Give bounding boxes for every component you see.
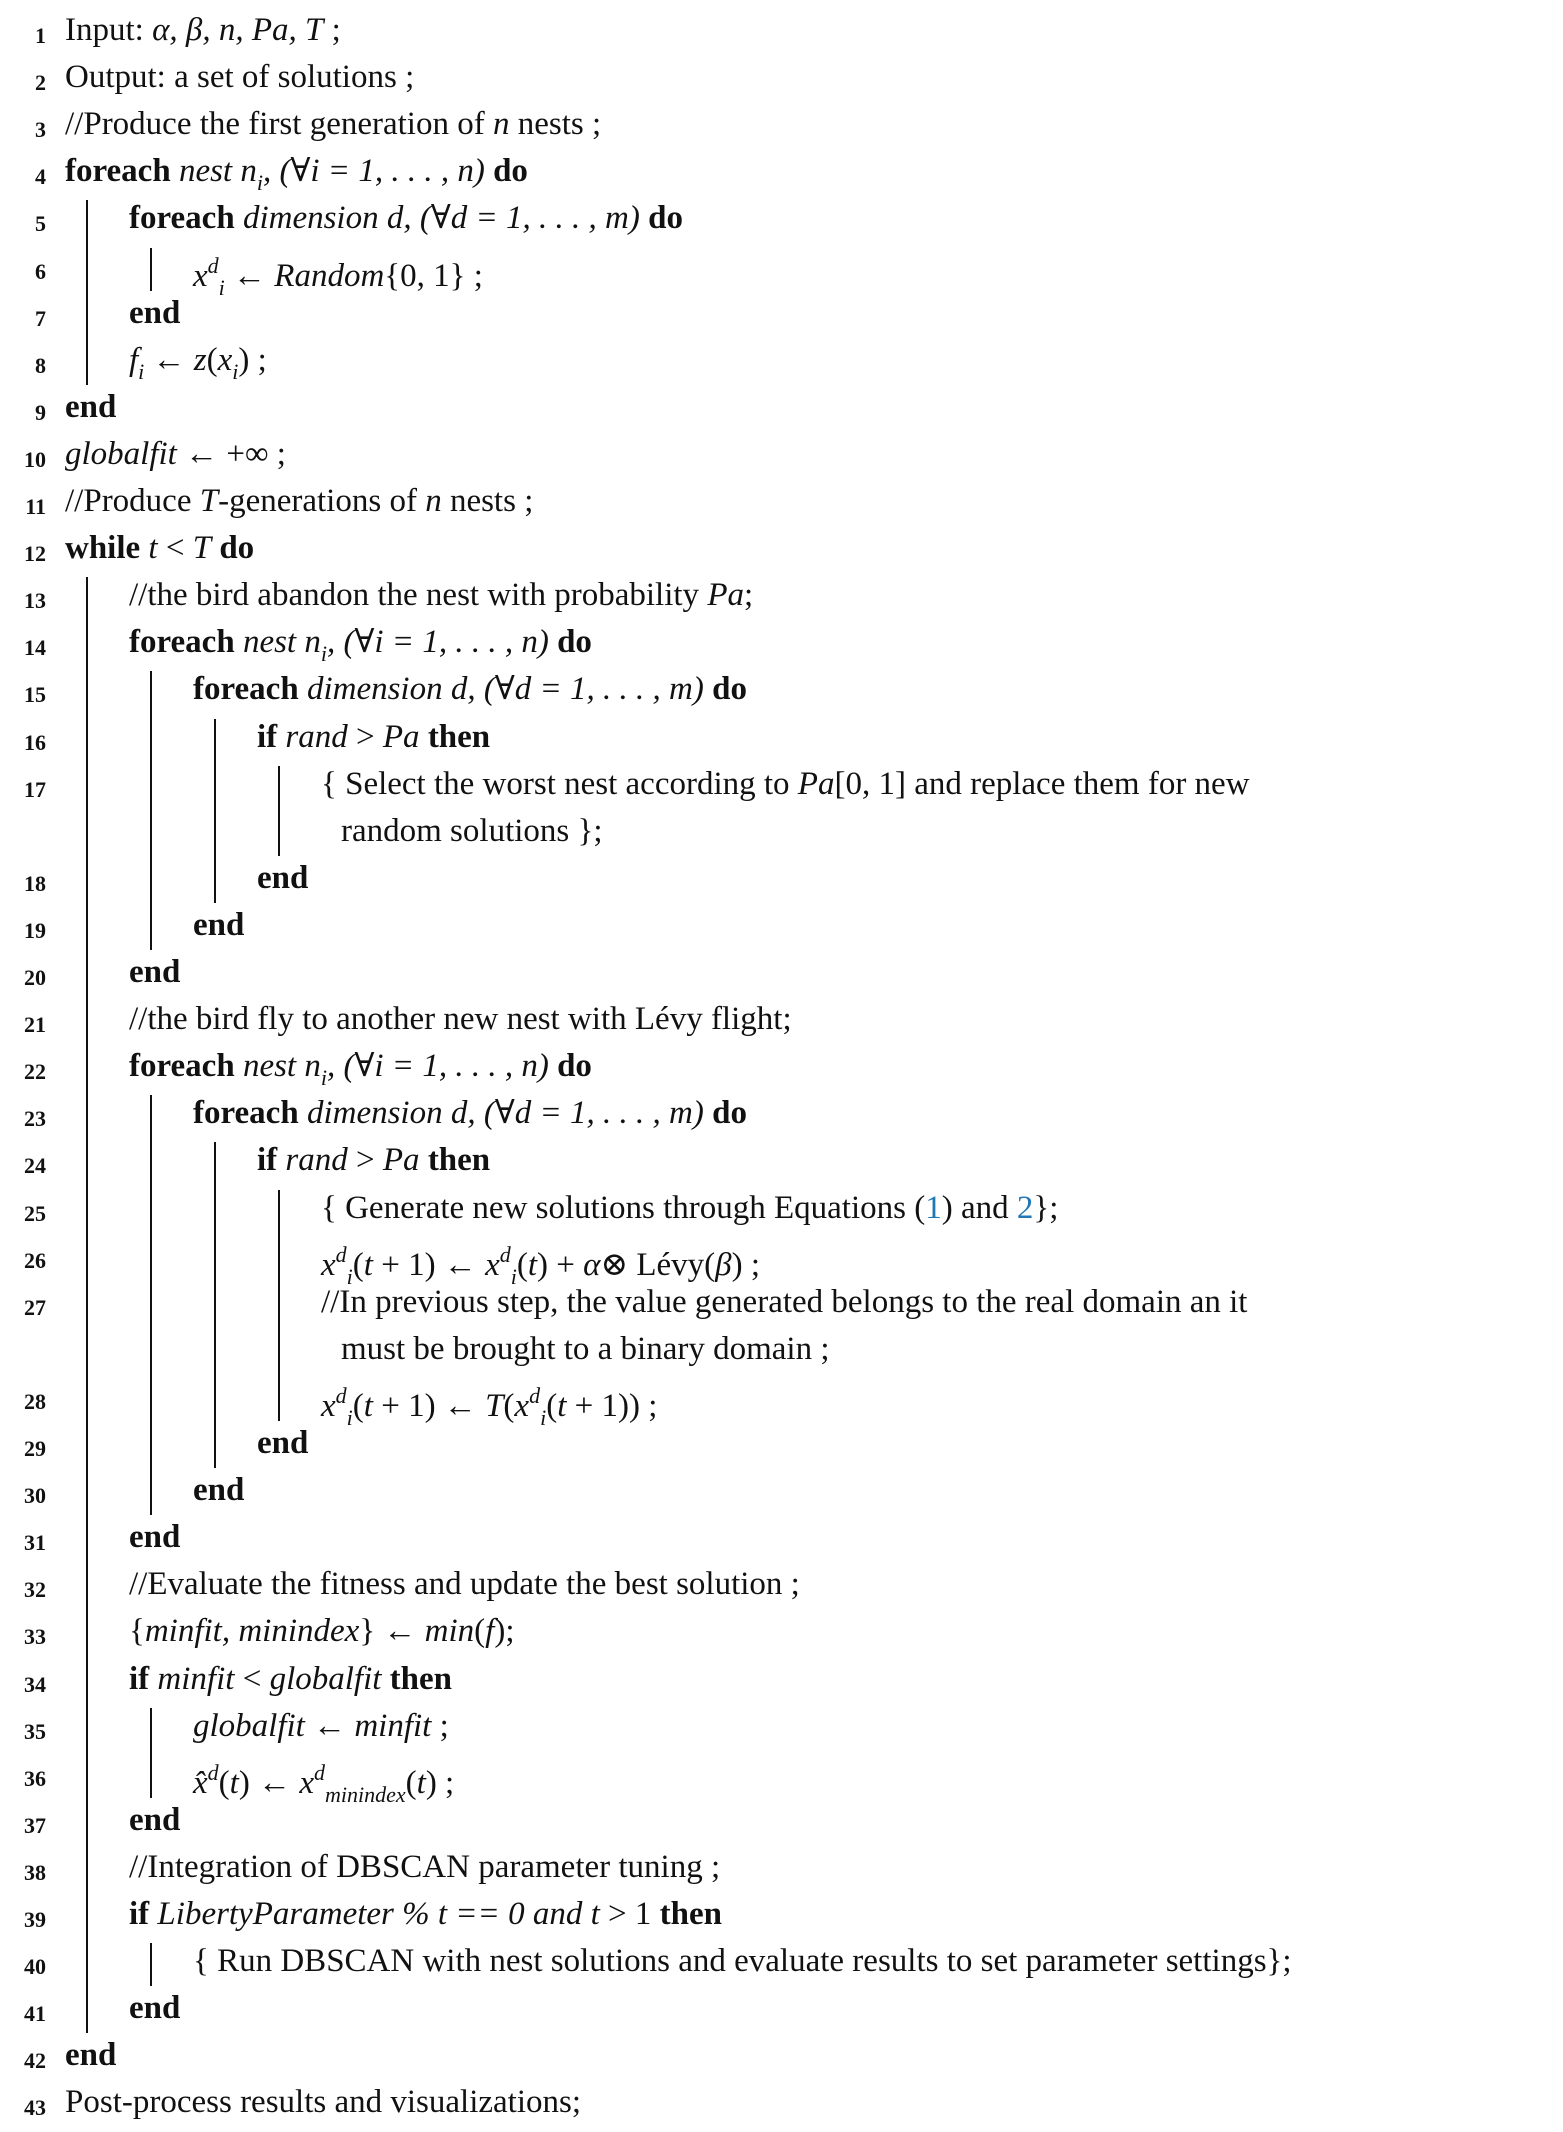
text-segment: //Produce the first generation of xyxy=(65,106,493,143)
text-segment: i xyxy=(138,358,145,384)
algorithm-line xyxy=(0,1138,1563,1185)
algorithm-line xyxy=(0,244,1563,300)
text-segment: Pa xyxy=(797,765,835,802)
algorithm-line xyxy=(0,291,1563,338)
text-segment: minfit, minindex xyxy=(144,1613,360,1650)
text-segment: t xyxy=(148,530,158,567)
algorithm-line xyxy=(0,1515,1563,1562)
line-text xyxy=(193,669,747,709)
line-number: 18 xyxy=(24,870,46,896)
text-segment: > xyxy=(347,1142,383,1179)
keyword: end xyxy=(65,388,117,425)
text-segment: d xyxy=(335,1241,347,1267)
text-segment: } ← xyxy=(359,1613,425,1650)
text-segment: d xyxy=(335,1382,347,1408)
algorithm-line xyxy=(0,1421,1563,1468)
line-text xyxy=(129,293,180,333)
text-segment: { xyxy=(129,1613,145,1650)
line-text xyxy=(65,2035,116,2075)
line-text xyxy=(193,1706,449,1746)
text-segment: //Integration of DBSCAN parameter tuning ; xyxy=(129,1848,721,1885)
text-segment: ← xyxy=(224,257,275,294)
text-segment: , (∀i = 1, . . . , n) xyxy=(326,624,558,661)
block-indent-bar xyxy=(150,1708,152,1798)
line-text xyxy=(129,1659,452,1699)
algorithm-line xyxy=(0,1751,1563,1807)
text-segment: Random xyxy=(274,257,385,294)
text-segment: globalfit xyxy=(269,1660,382,1697)
text-segment: x̂ xyxy=(193,1764,208,1801)
algorithm-line xyxy=(0,903,1563,950)
algorithm-line-continuation xyxy=(0,1327,1563,1374)
line-number: 25 xyxy=(24,1200,46,1226)
algorithm-line xyxy=(0,856,1563,903)
algorithm-line xyxy=(0,2080,1563,2127)
block-indent-bar xyxy=(214,1142,216,1468)
line-number: 9 xyxy=(35,399,46,425)
text-segment: ; xyxy=(323,12,341,48)
text-segment: d xyxy=(529,1382,541,1408)
algorithm-line xyxy=(0,950,1563,997)
block-indent-bar xyxy=(278,766,280,856)
line-text xyxy=(193,1941,1292,1981)
text-segment: i xyxy=(232,358,239,384)
line-number: 37 xyxy=(24,1812,46,1838)
algorithm-line xyxy=(0,1986,1563,2033)
keyword: then xyxy=(659,1896,722,1932)
text-segment: nest n xyxy=(178,153,257,190)
line-text xyxy=(321,764,1250,804)
text-segment: nests ; xyxy=(441,483,534,519)
line-number: 29 xyxy=(24,1436,46,1461)
algorithm-line xyxy=(0,1798,1563,1845)
line-number: 42 xyxy=(24,2048,46,2074)
line-number: 5 xyxy=(35,211,46,237)
algorithm-line xyxy=(0,1468,1563,1515)
text-segment: //In previous step, the value generated belongs to the real domain an it xyxy=(321,1283,1248,1320)
text-segment: i xyxy=(510,1263,517,1289)
text-segment: x xyxy=(321,1246,336,1283)
keyword: end xyxy=(193,1472,245,1509)
text-segment: -generations of xyxy=(218,483,426,519)
text-segment: ⊗ Lévy( xyxy=(600,1246,716,1283)
keyword: end xyxy=(193,906,245,943)
algorithm-line xyxy=(0,1845,1563,1892)
text-segment: t xyxy=(229,1764,239,1801)
text-segment: ( xyxy=(352,1387,364,1424)
keyword: foreach xyxy=(193,671,307,708)
line-number: 19 xyxy=(24,917,46,943)
line-number: 11 xyxy=(25,494,46,519)
text-segment: Input: xyxy=(65,12,153,48)
line-number: 24 xyxy=(24,1153,46,1179)
block-indent-bar xyxy=(150,671,152,950)
text-segment: f xyxy=(485,1613,495,1650)
algorithm-line xyxy=(0,102,1563,149)
text-segment: Output: a set of solutions ; xyxy=(65,59,415,96)
algorithm-line-continuation xyxy=(0,809,1563,856)
text-segment: T xyxy=(485,1387,504,1424)
text-segment: i xyxy=(346,1404,353,1430)
text-segment: < xyxy=(234,1660,270,1697)
algorithm-line xyxy=(0,1233,1563,1289)
block-indent-bar xyxy=(278,1190,280,1422)
text-segment: > 1 xyxy=(599,1896,660,1932)
line-number: 22 xyxy=(24,1059,46,1085)
line-number: 10 xyxy=(24,446,46,472)
line-number: 21 xyxy=(24,1012,46,1038)
text-segment: ( xyxy=(206,341,218,378)
text-segment: i xyxy=(346,1263,353,1289)
text-segment: nest n xyxy=(242,1048,321,1085)
line-text xyxy=(65,528,254,568)
line-text xyxy=(129,999,792,1039)
line-number: 12 xyxy=(24,541,46,567)
text-segment: nest n xyxy=(242,624,321,661)
text-segment: [0, 1] and replace them for new xyxy=(834,765,1250,802)
text-segment: ( xyxy=(352,1246,364,1283)
text-segment: t xyxy=(363,1246,373,1283)
text-segment: T xyxy=(192,530,212,567)
line-number: 6 xyxy=(35,258,46,284)
line-text xyxy=(193,1470,244,1510)
line-text xyxy=(341,1329,830,1369)
line-text xyxy=(65,10,341,50)
algorithm-line xyxy=(0,1562,1563,1609)
text-segment: { Select the worst nest according to xyxy=(321,765,798,802)
line-number: 3 xyxy=(35,117,46,143)
text-segment: random solutions }; xyxy=(341,812,603,849)
text-segment: rand xyxy=(285,1142,348,1179)
text-segment: dimension d, (∀d = 1, . . . , m) xyxy=(306,671,713,708)
text-segment: ; xyxy=(431,1707,449,1744)
line-number: 35 xyxy=(24,1718,46,1744)
algorithm-line xyxy=(0,1280,1563,1327)
line-text xyxy=(65,434,286,474)
text-segment: //the bird abandon the nest with probability xyxy=(129,577,708,614)
keyword: do xyxy=(557,1048,592,1085)
algorithm-line xyxy=(0,1091,1563,1138)
text-segment: + 1)) ; xyxy=(566,1387,658,1424)
keyword: foreach xyxy=(129,624,243,661)
algorithm-line xyxy=(0,385,1563,432)
text-segment: ) ← xyxy=(238,1764,300,1801)
line-number: 7 xyxy=(35,305,46,331)
algorithm-line xyxy=(0,1609,1563,1656)
text-segment: t xyxy=(363,1387,373,1424)
text-segment: dimension d, (∀d = 1, . . . , m) xyxy=(306,1095,713,1132)
line-text xyxy=(129,1847,720,1887)
text-segment: ← +∞ ; xyxy=(176,435,286,472)
text-segment: ← xyxy=(144,341,194,378)
text-segment: f xyxy=(129,341,139,378)
keyword: foreach xyxy=(193,1095,307,1132)
line-number: 28 xyxy=(24,1388,46,1414)
text-segment: i xyxy=(540,1404,547,1430)
line-text xyxy=(65,57,414,97)
line-text xyxy=(257,1140,490,1180)
algorithm-line xyxy=(0,762,1563,809)
algorithm-line xyxy=(0,715,1563,762)
line-number: 23 xyxy=(24,1106,46,1132)
line-text xyxy=(257,858,308,898)
block-indent-bar xyxy=(150,248,152,291)
line-text xyxy=(129,952,180,992)
line-number: 2 xyxy=(35,70,46,96)
line-text xyxy=(321,1282,1247,1322)
line-text xyxy=(65,387,116,427)
keyword: do xyxy=(648,200,683,237)
text-segment: x xyxy=(485,1246,500,1283)
block-indent-bar xyxy=(150,1943,152,1986)
text-segment: + 1) ← xyxy=(372,1387,486,1424)
text-segment: d xyxy=(207,1759,219,1785)
keyword: then xyxy=(381,1660,452,1697)
line-number: 4 xyxy=(35,164,46,190)
text-segment: ; xyxy=(743,577,754,614)
text-segment: ( xyxy=(405,1764,417,1801)
text-segment: //Evaluate the fitness and update the best solution ; xyxy=(129,1566,800,1603)
text-segment: ); xyxy=(494,1613,515,1650)
keyword: end xyxy=(257,859,309,896)
keyword: end xyxy=(129,1801,181,1838)
keyword: foreach xyxy=(65,153,179,190)
text-segment: d xyxy=(499,1241,511,1267)
line-number: 32 xyxy=(24,1577,46,1603)
algorithm-line xyxy=(0,432,1563,479)
text-segment: i xyxy=(320,641,327,667)
text-segment: dimension d, (∀d = 1, . . . , m) xyxy=(242,200,649,237)
line-number: 1 xyxy=(35,23,46,48)
keyword: while xyxy=(65,530,149,567)
text-segment: Pa xyxy=(707,577,744,614)
line-text xyxy=(65,2082,581,2122)
line-number: 41 xyxy=(24,2001,46,2027)
algorithm-line xyxy=(0,526,1563,573)
keyword: then xyxy=(419,1142,491,1179)
equation-link[interactable]: 1 xyxy=(925,1189,942,1226)
algorithm-line xyxy=(0,573,1563,620)
text-segment: ← xyxy=(304,1707,355,1744)
text-segment: ( xyxy=(218,1764,230,1801)
keyword: if xyxy=(129,1660,158,1697)
line-text xyxy=(341,811,603,851)
text-segment: globalfit xyxy=(193,1707,305,1744)
line-number: 14 xyxy=(24,635,46,661)
line-text xyxy=(129,1564,800,1604)
algorithm-line xyxy=(0,2033,1563,2080)
text-segment: ( xyxy=(474,1613,486,1650)
text-segment: ( xyxy=(503,1387,515,1424)
block-indent-bar xyxy=(150,1095,152,1515)
line-text xyxy=(193,905,244,945)
line-text xyxy=(65,104,601,144)
line-text xyxy=(129,1611,515,1651)
text-segment: Pa xyxy=(382,1142,420,1179)
keyword: if xyxy=(129,1896,158,1932)
line-text xyxy=(129,1800,180,1840)
algorithm-line xyxy=(0,196,1563,243)
text-segment: x xyxy=(299,1764,314,1801)
keyword: do xyxy=(557,624,592,661)
keyword: end xyxy=(129,954,181,990)
line-number: 39 xyxy=(24,1907,46,1932)
keyword: do xyxy=(493,153,528,190)
text-segment: nests ; xyxy=(509,106,602,143)
keyword: if xyxy=(257,718,286,755)
line-text xyxy=(321,1188,1058,1228)
text-segment: i xyxy=(320,1065,327,1091)
algorithm-line xyxy=(0,997,1563,1044)
text-segment: rand xyxy=(285,718,348,755)
text-segment: α, β, n, Pa, T xyxy=(152,12,324,48)
algorithm-line xyxy=(0,55,1563,102)
text-segment: Pa xyxy=(382,718,420,755)
keyword: then xyxy=(419,718,491,755)
algorithm-line xyxy=(0,1186,1563,1233)
keyword: do xyxy=(712,671,747,708)
text-segment: , (∀i = 1, . . . , n) xyxy=(262,153,494,190)
algorithm-line xyxy=(0,1374,1563,1430)
text-segment: d xyxy=(313,1759,325,1785)
line-number: 13 xyxy=(24,588,46,614)
algorithm-line xyxy=(0,667,1563,714)
line-number: 16 xyxy=(24,729,46,755)
algorithm-line xyxy=(0,620,1563,667)
text-segment: {0, 1} ; xyxy=(384,257,483,294)
text-segment: d xyxy=(207,252,219,278)
text-segment: LibertyParameter % t == 0 and t xyxy=(157,1896,600,1932)
text-segment: i xyxy=(218,274,225,300)
line-text xyxy=(129,575,753,615)
text-segment: x xyxy=(514,1387,530,1424)
line-text xyxy=(193,1093,747,1133)
line-text xyxy=(65,481,533,521)
text-segment: minfit xyxy=(354,1707,432,1744)
line-number: 33 xyxy=(24,1624,46,1650)
keyword: end xyxy=(129,1990,181,2027)
line-number: 8 xyxy=(35,352,46,378)
block-indent-bar xyxy=(214,719,216,903)
keyword: end xyxy=(129,294,181,331)
text-segment: z xyxy=(193,341,207,378)
text-segment: , (∀i = 1, . . . , n) xyxy=(326,1048,558,1085)
line-text xyxy=(129,1517,180,1557)
text-segment: ) + xyxy=(537,1246,584,1283)
text-segment: x xyxy=(321,1387,336,1424)
text-segment: //Produce xyxy=(65,483,200,519)
text-segment: globalfit xyxy=(65,435,177,472)
line-number: 17 xyxy=(24,776,46,802)
block-indent-bar xyxy=(86,577,88,2033)
keyword: end xyxy=(257,1425,309,1461)
algorithm-line xyxy=(0,1939,1563,1986)
algorithm-line xyxy=(0,149,1563,196)
keyword: foreach xyxy=(129,200,243,237)
line-number: 36 xyxy=(24,1765,46,1791)
keyword: end xyxy=(129,1519,181,1556)
text-segment: t xyxy=(416,1764,426,1801)
algorithm-line xyxy=(0,479,1563,526)
line-number: 34 xyxy=(24,1671,46,1697)
keyword: end xyxy=(65,2037,117,2074)
text-segment: minfit xyxy=(157,1660,235,1697)
line-text xyxy=(129,1894,722,1934)
text-segment: α xyxy=(583,1246,601,1283)
line-number: 30 xyxy=(24,1483,46,1509)
line-text xyxy=(129,198,683,238)
line-text xyxy=(257,1423,308,1463)
line-number: 15 xyxy=(24,682,46,708)
text-segment: //the bird fly to another new nest with Lévy flight; xyxy=(129,1001,792,1038)
text-segment: T xyxy=(199,483,219,519)
keyword: do xyxy=(712,1095,747,1132)
algorithm-line xyxy=(0,1657,1563,1704)
text-segment: { Generate new solutions through Equations ( xyxy=(321,1189,926,1226)
text-segment: i xyxy=(256,170,263,196)
algorithm-line xyxy=(0,1044,1563,1091)
text-segment: minindex xyxy=(324,1781,406,1807)
text-segment: Post-process results and visualizations; xyxy=(65,2084,582,2121)
text-segment: }; xyxy=(1033,1189,1059,1226)
block-indent-bar xyxy=(86,200,88,384)
text-segment: min xyxy=(424,1613,475,1650)
line-text xyxy=(257,717,490,757)
text-segment: x xyxy=(193,257,208,294)
text-segment: ( xyxy=(516,1246,528,1283)
text-segment: n xyxy=(425,483,442,519)
keyword: do xyxy=(211,530,255,567)
line-number: 27 xyxy=(24,1294,46,1320)
text-segment: ) ; xyxy=(425,1764,455,1801)
keyword: foreach xyxy=(129,1048,243,1085)
text-segment: ) ; xyxy=(731,1246,761,1283)
text-segment: ( xyxy=(546,1387,558,1424)
line-text xyxy=(129,1988,180,2028)
text-segment: { Run DBSCAN with nest solutions and evaluate results to set parameter settings}; xyxy=(193,1943,1292,1980)
line-number: 26 xyxy=(24,1247,46,1273)
text-segment: t xyxy=(557,1387,567,1424)
text-segment: < xyxy=(157,530,193,567)
algorithm-line xyxy=(0,8,1563,55)
text-segment: + 1) ← xyxy=(372,1246,486,1283)
algorithm-line xyxy=(0,1892,1563,1939)
line-number: 38 xyxy=(24,1859,46,1885)
text-segment: x xyxy=(217,341,233,378)
algorithm-line xyxy=(0,1704,1563,1751)
line-number: 43 xyxy=(24,2095,46,2121)
text-segment: > xyxy=(347,718,383,755)
text-segment: β xyxy=(715,1246,732,1283)
text-segment: n xyxy=(492,106,510,143)
line-number: 31 xyxy=(24,1530,46,1556)
algorithm-line xyxy=(0,338,1563,385)
keyword: if xyxy=(257,1142,286,1179)
text-segment: ) ; xyxy=(238,341,267,378)
text-segment: ) and xyxy=(941,1189,1017,1226)
text-segment: t xyxy=(527,1246,538,1283)
text-segment: must be brought to a binary domain ; xyxy=(341,1330,830,1367)
equation-link[interactable]: 2 xyxy=(1016,1189,1034,1226)
line-number: 20 xyxy=(24,965,46,990)
line-number: 40 xyxy=(24,1954,46,1980)
